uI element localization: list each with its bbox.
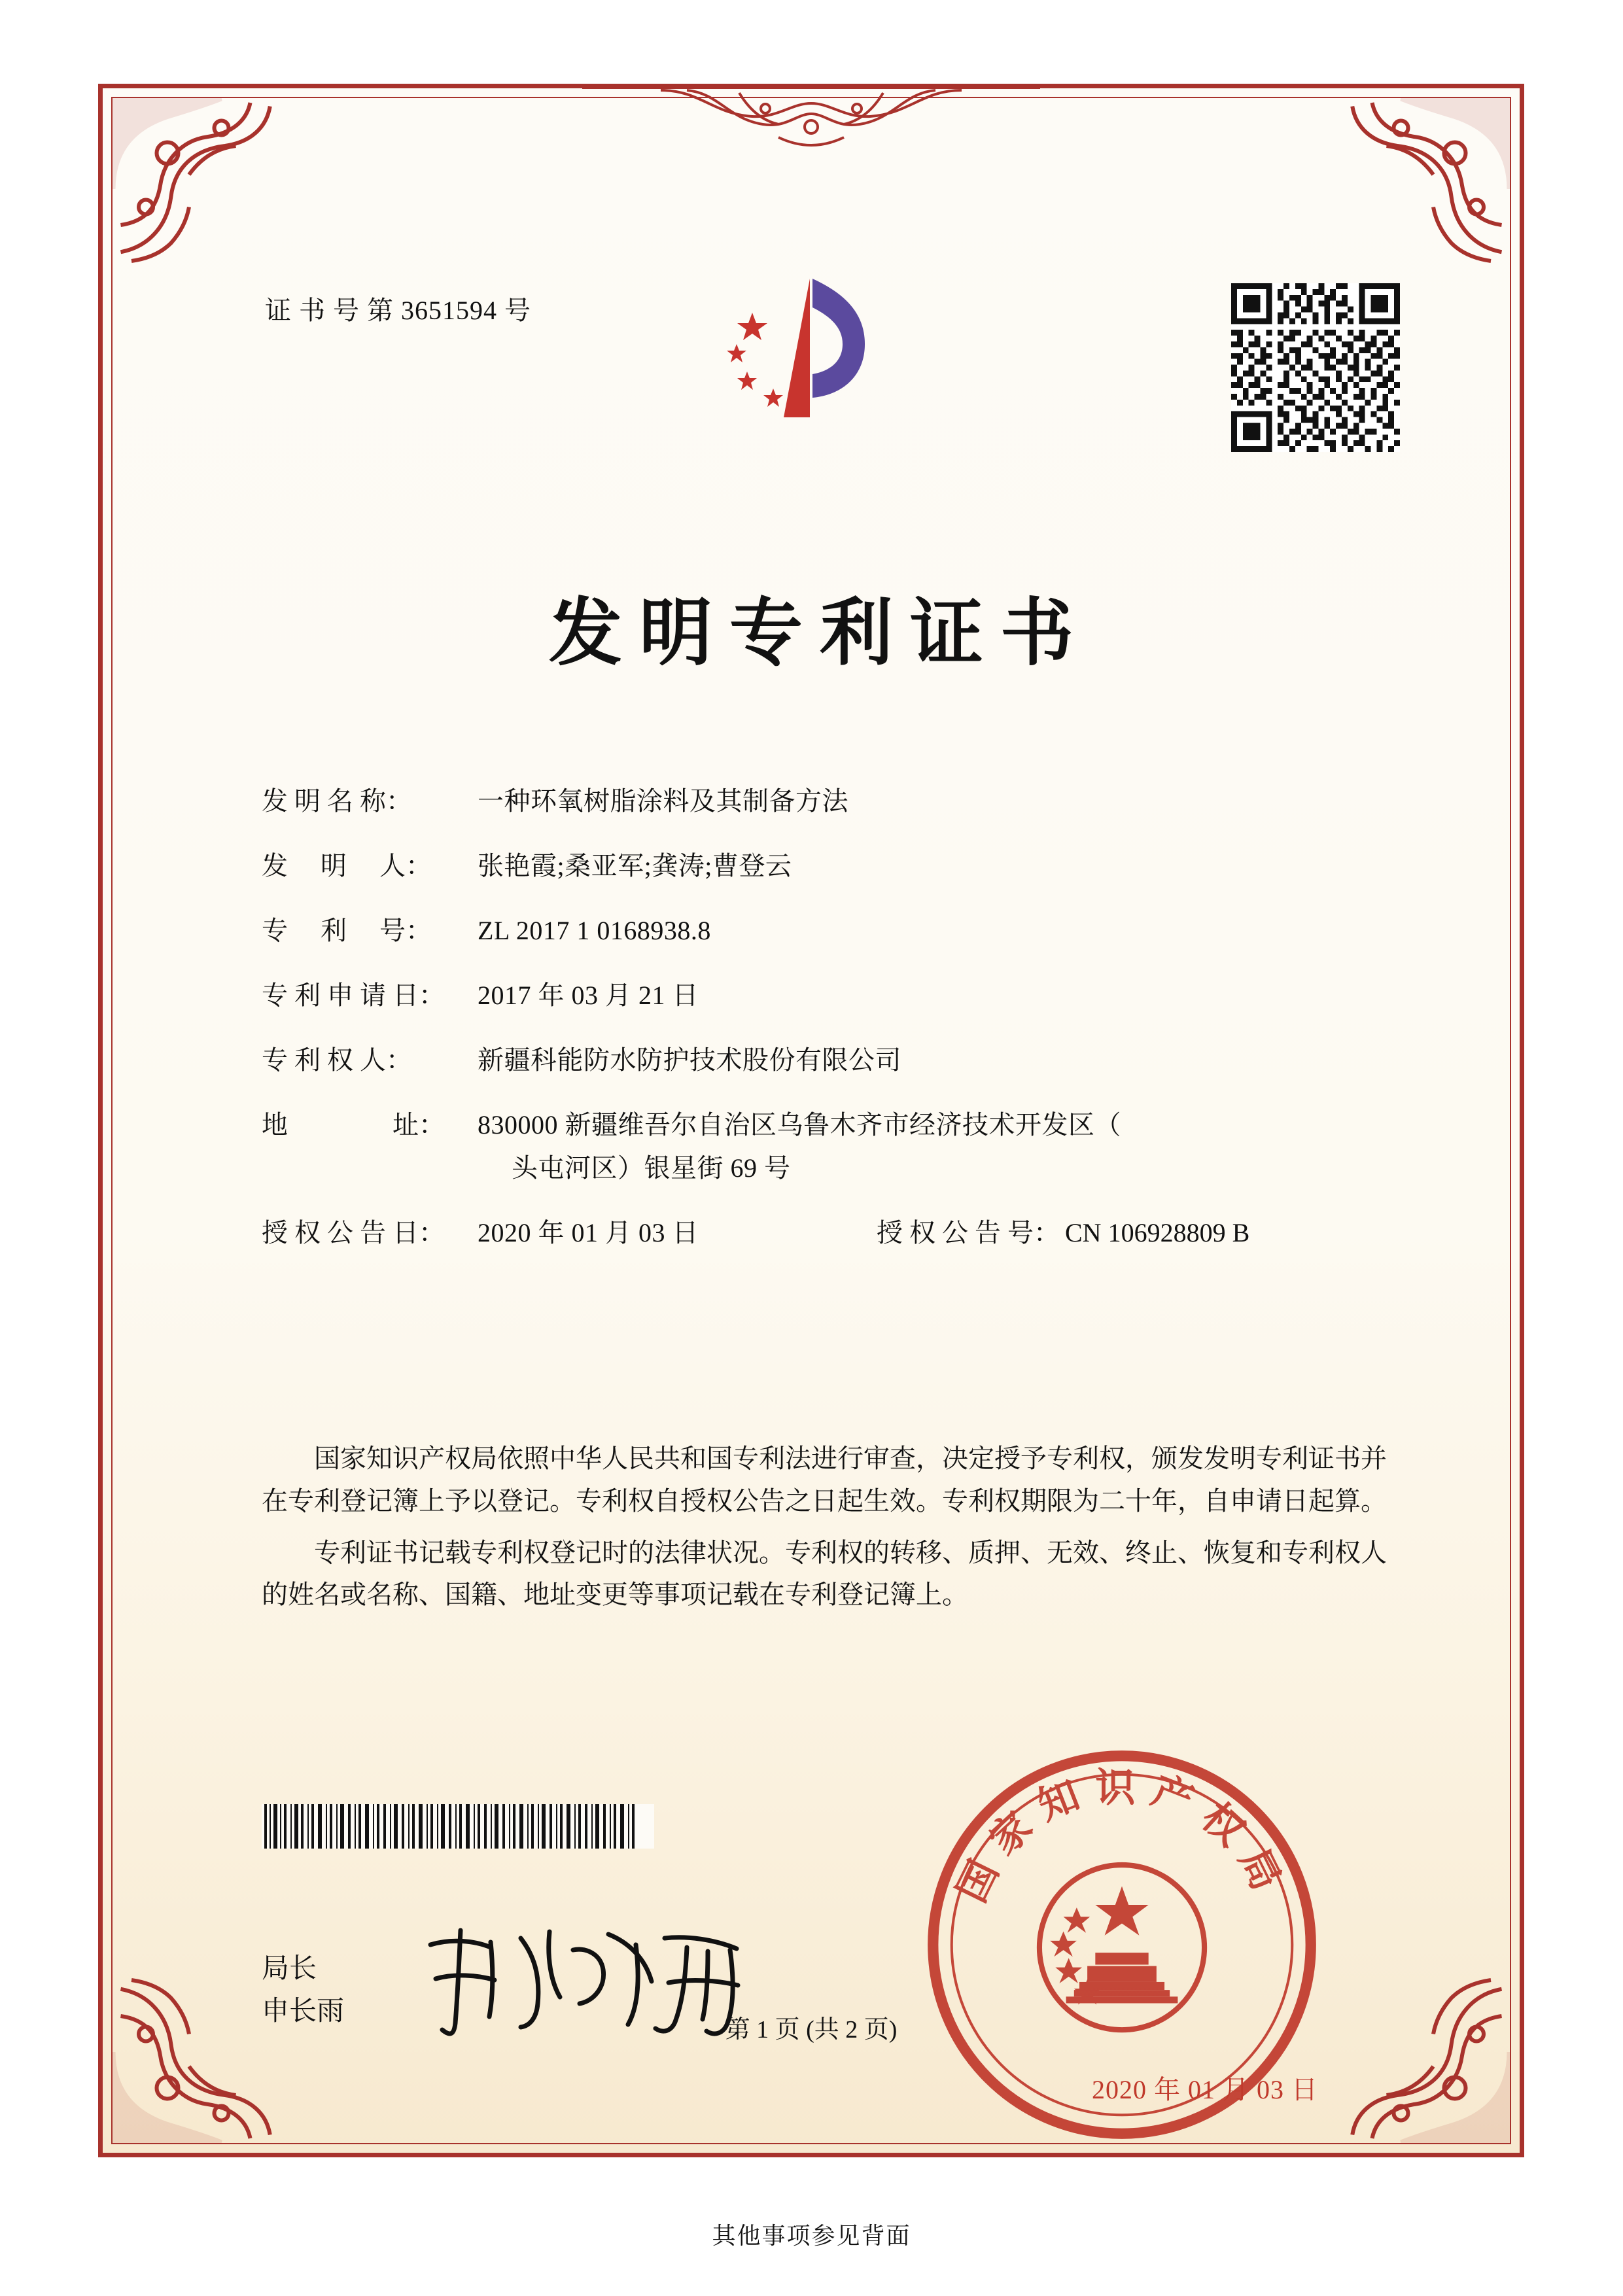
field-value-secondary: CN 106928809 B xyxy=(1065,1218,1250,1247)
seal-date: 2020 年 01 月 03 日 xyxy=(1092,2075,1318,2104)
field-value: 2020 年 01 月 03 日 xyxy=(478,1218,699,1247)
field-row-application-date xyxy=(262,978,1393,1013)
field-label-secondary: 授 权 公 告 号： xyxy=(877,1218,1060,1247)
signature-role-label: 局长 xyxy=(262,1954,317,1984)
address-line-2: 头屯河区）银星街 69 号 xyxy=(512,1153,791,1183)
field-value: 新疆科能防水防护技术股份有限公司 xyxy=(478,1045,901,1075)
field-value: ZL 2017 1 0168938.8 xyxy=(478,916,711,945)
field-row-inventors xyxy=(262,848,1393,884)
paragraph-1: 国家知识产权局依照中华人民共和国专利法进行审查，决定授予专利权，颁发发明专利证书并在专利登记簿上予以登记。专利权自授权公告之日起生效。专利权期限为二十年，自申请日起算。 xyxy=(262,1444,1387,1516)
field-row-address xyxy=(262,1107,1393,1186)
field-value: 一种环氧树脂涂料及其制备方法 xyxy=(478,786,848,816)
field-label: 专 利 号： xyxy=(262,916,432,945)
field-label: 发 明 名 称： xyxy=(262,786,412,816)
field-list xyxy=(262,784,1393,1280)
qr-code xyxy=(1231,283,1400,452)
field-label: 授 权 公 告 日： xyxy=(262,1218,445,1247)
certificate-number: 证 书 号 第 3651594 号 xyxy=(265,296,531,325)
field-row-grant-announcement xyxy=(262,1215,1393,1251)
paragraph-2: 专利证书记载专利权登记时的法律状况。专利权的转移、质押、无效、终止、恢复和专利权人的姓名或名称、国籍、地址变更等事项记载在专利登记簿上。 xyxy=(262,1537,1387,1610)
field-value: 2017 年 03 月 21 日 xyxy=(478,981,699,1010)
field-value: 张艳霞;桑亚军;龚涛;曹登云 xyxy=(478,851,792,880)
barcode xyxy=(262,1804,654,1849)
address-line-1: 830000 新疆维吾尔自治区乌鲁木齐市经济技术开发区（ xyxy=(478,1110,1121,1139)
field-label: 地 址： xyxy=(262,1110,445,1139)
legal-paragraphs xyxy=(262,1438,1387,1626)
page-indicator: 第 1 页 (共 2 页) xyxy=(725,2016,898,2044)
field-label: 发 明 人： xyxy=(262,851,432,880)
certificate-frame xyxy=(98,84,1524,2157)
certificate-content xyxy=(137,123,1485,2118)
field-value-block xyxy=(478,1107,1393,1186)
sipo-logo-icon xyxy=(713,267,909,437)
field-row-invention-name xyxy=(262,784,1393,819)
signature-name: 申长雨 xyxy=(262,1996,345,2027)
page-title: 发明专利证书 xyxy=(549,590,1091,676)
footnote: 其他事项参见背面 xyxy=(712,2223,911,2249)
field-label: 专 利 权 人： xyxy=(262,1045,412,1075)
field-label: 专 利 申 请 日： xyxy=(262,981,445,1010)
field-row-patentee xyxy=(262,1043,1393,1078)
seal-arc-text: 国家知识产权局 xyxy=(948,1764,1296,1909)
field-row-patent-number xyxy=(262,913,1393,948)
